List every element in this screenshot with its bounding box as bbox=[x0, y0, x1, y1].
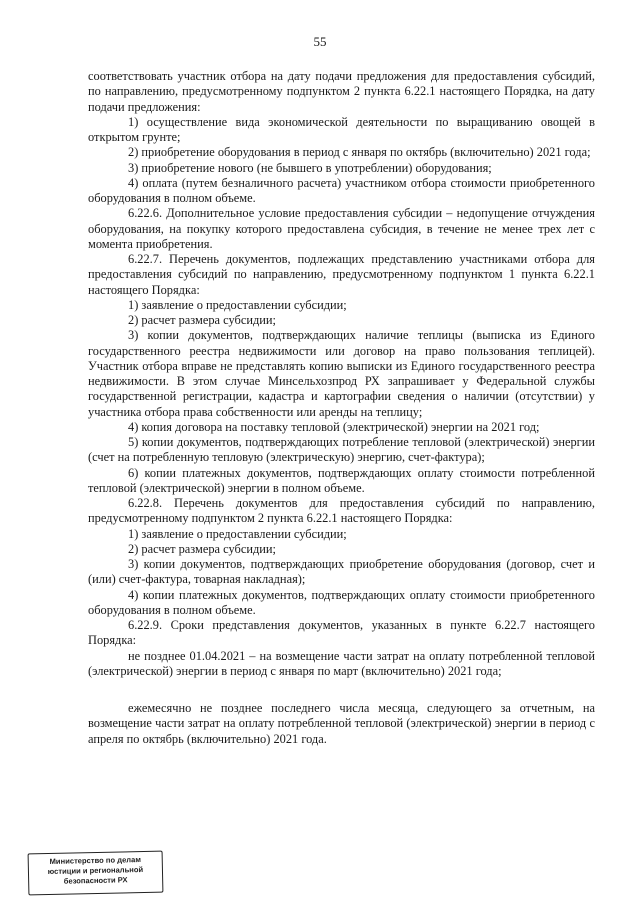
paragraph: 6.22.6. Дополнительное условие предоставления субсидии – недопущение отчуждения оборудования, на покупку которого предоставлена субсидия, в течение не менее трех лет с момента приобретения. bbox=[88, 206, 595, 251]
paragraph: 6.22.8. Перечень документов для предоставления субсидий по направлению, предусмотренному подпунктом 2 пункта 6.22.1 настоящего Порядка: bbox=[88, 496, 595, 526]
stamp-line: Министерство по делам bbox=[49, 855, 141, 866]
paragraph: 6.22.9. Сроки представления документов, указанных в пункте 6.22.7 настоящего Порядка: bbox=[88, 618, 595, 648]
stamp-line: безопасности РХ bbox=[63, 875, 128, 886]
paragraph: 2) расчет размера субсидии; bbox=[128, 541, 276, 556]
paragraph: 1) заявление о предоставлении субсидии; bbox=[128, 526, 347, 541]
paragraph: 3) приобретение нового (не бывшего в употреблении) оборудования; bbox=[128, 160, 492, 175]
paragraph: 4) копии платежных документов, подтверждающих оплату стоимости приобретенного оборудования в полном объеме. bbox=[88, 587, 595, 617]
page-number: 55 bbox=[313, 34, 327, 49]
ministry-stamp bbox=[28, 851, 164, 896]
paragraph: 1) заявление о предоставлении субсидии; bbox=[128, 297, 347, 312]
paragraph: 2) расчет размера субсидии; bbox=[128, 313, 276, 327]
paragraph: 4) оплата (путем безналичного расчета) участником отбора стоимости приобретенного оборудования в полном объеме. bbox=[88, 175, 595, 205]
stamp-line: юстиции и региональной bbox=[47, 865, 144, 876]
paragraph: 3) копии документов, подтверждающих наличие теплицы (выписка из Единого государственного реестра недвижимости или договор на право пользования теплицей). Участник отбора вправе не представлять копию выписки из Единого государственного реестра недвижимости. В этом случае Минсельхозпрод РХ запрашивает у Федеральной службы государственной регистрации, кадастра и картографии сведения о наличии (отсутствии) у участника отбора права собственности или аренды на теплицу; bbox=[88, 328, 595, 419]
paragraph: 4) копия договора на поставку тепловой (электрической) энергии на 2021 год; bbox=[128, 419, 540, 434]
paragraph: 6) копии платежных документов, подтверждающих оплату стоимости потребленной тепловой (электрической) энергии в полном объеме. bbox=[88, 465, 595, 495]
document-body bbox=[88, 69, 595, 747]
paragraph: 6.22.7. Перечень документов, подлежащих представлению участниками отбора для предоставления субсидий по направлению, предусмотренному подпунктом 1 пункта 6.22.1 настоящего Порядка: bbox=[88, 252, 595, 297]
paragraph: 1) осуществление вида экономической деятельности по выращиванию овощей в открытом грунте; bbox=[88, 114, 595, 144]
paragraph: 3) копии документов, подтверждающих приобретение оборудования (договор, счет и (или) счет-фактура, товарная накладная); bbox=[88, 557, 595, 587]
paragraph: не позднее 01.04.2021 – на возмещение части затрат на оплату потребленной тепловой (электрической) энергии в период с января по март (включительно) 2021 года; bbox=[88, 648, 595, 678]
paragraph: 2) приобретение оборудования в период с января по октябрь (включительно) 2021 года; bbox=[128, 145, 591, 160]
paragraph: ежемесячно не позднее последнего числа месяца, следующего за отчетным, на возмещение части затрат на оплату потребленной тепловой (электрической) энергии в период с апреля по октябрь (включительно) 2021 года. bbox=[88, 701, 595, 746]
paragraph: соответствовать участник отбора на дату подачи предложения для предоставления субсидий, по направлению, предусмотренному подпунктом 2 пункта 6.22.1 настоящего Порядка, на дату подачи предложения: bbox=[88, 69, 595, 114]
paragraph: 5) копии документов, подтверждающих потребление тепловой (электрической) энергии (счет на потребленную тепловую (электрическую) энергию, счет-фактура); bbox=[88, 435, 595, 465]
